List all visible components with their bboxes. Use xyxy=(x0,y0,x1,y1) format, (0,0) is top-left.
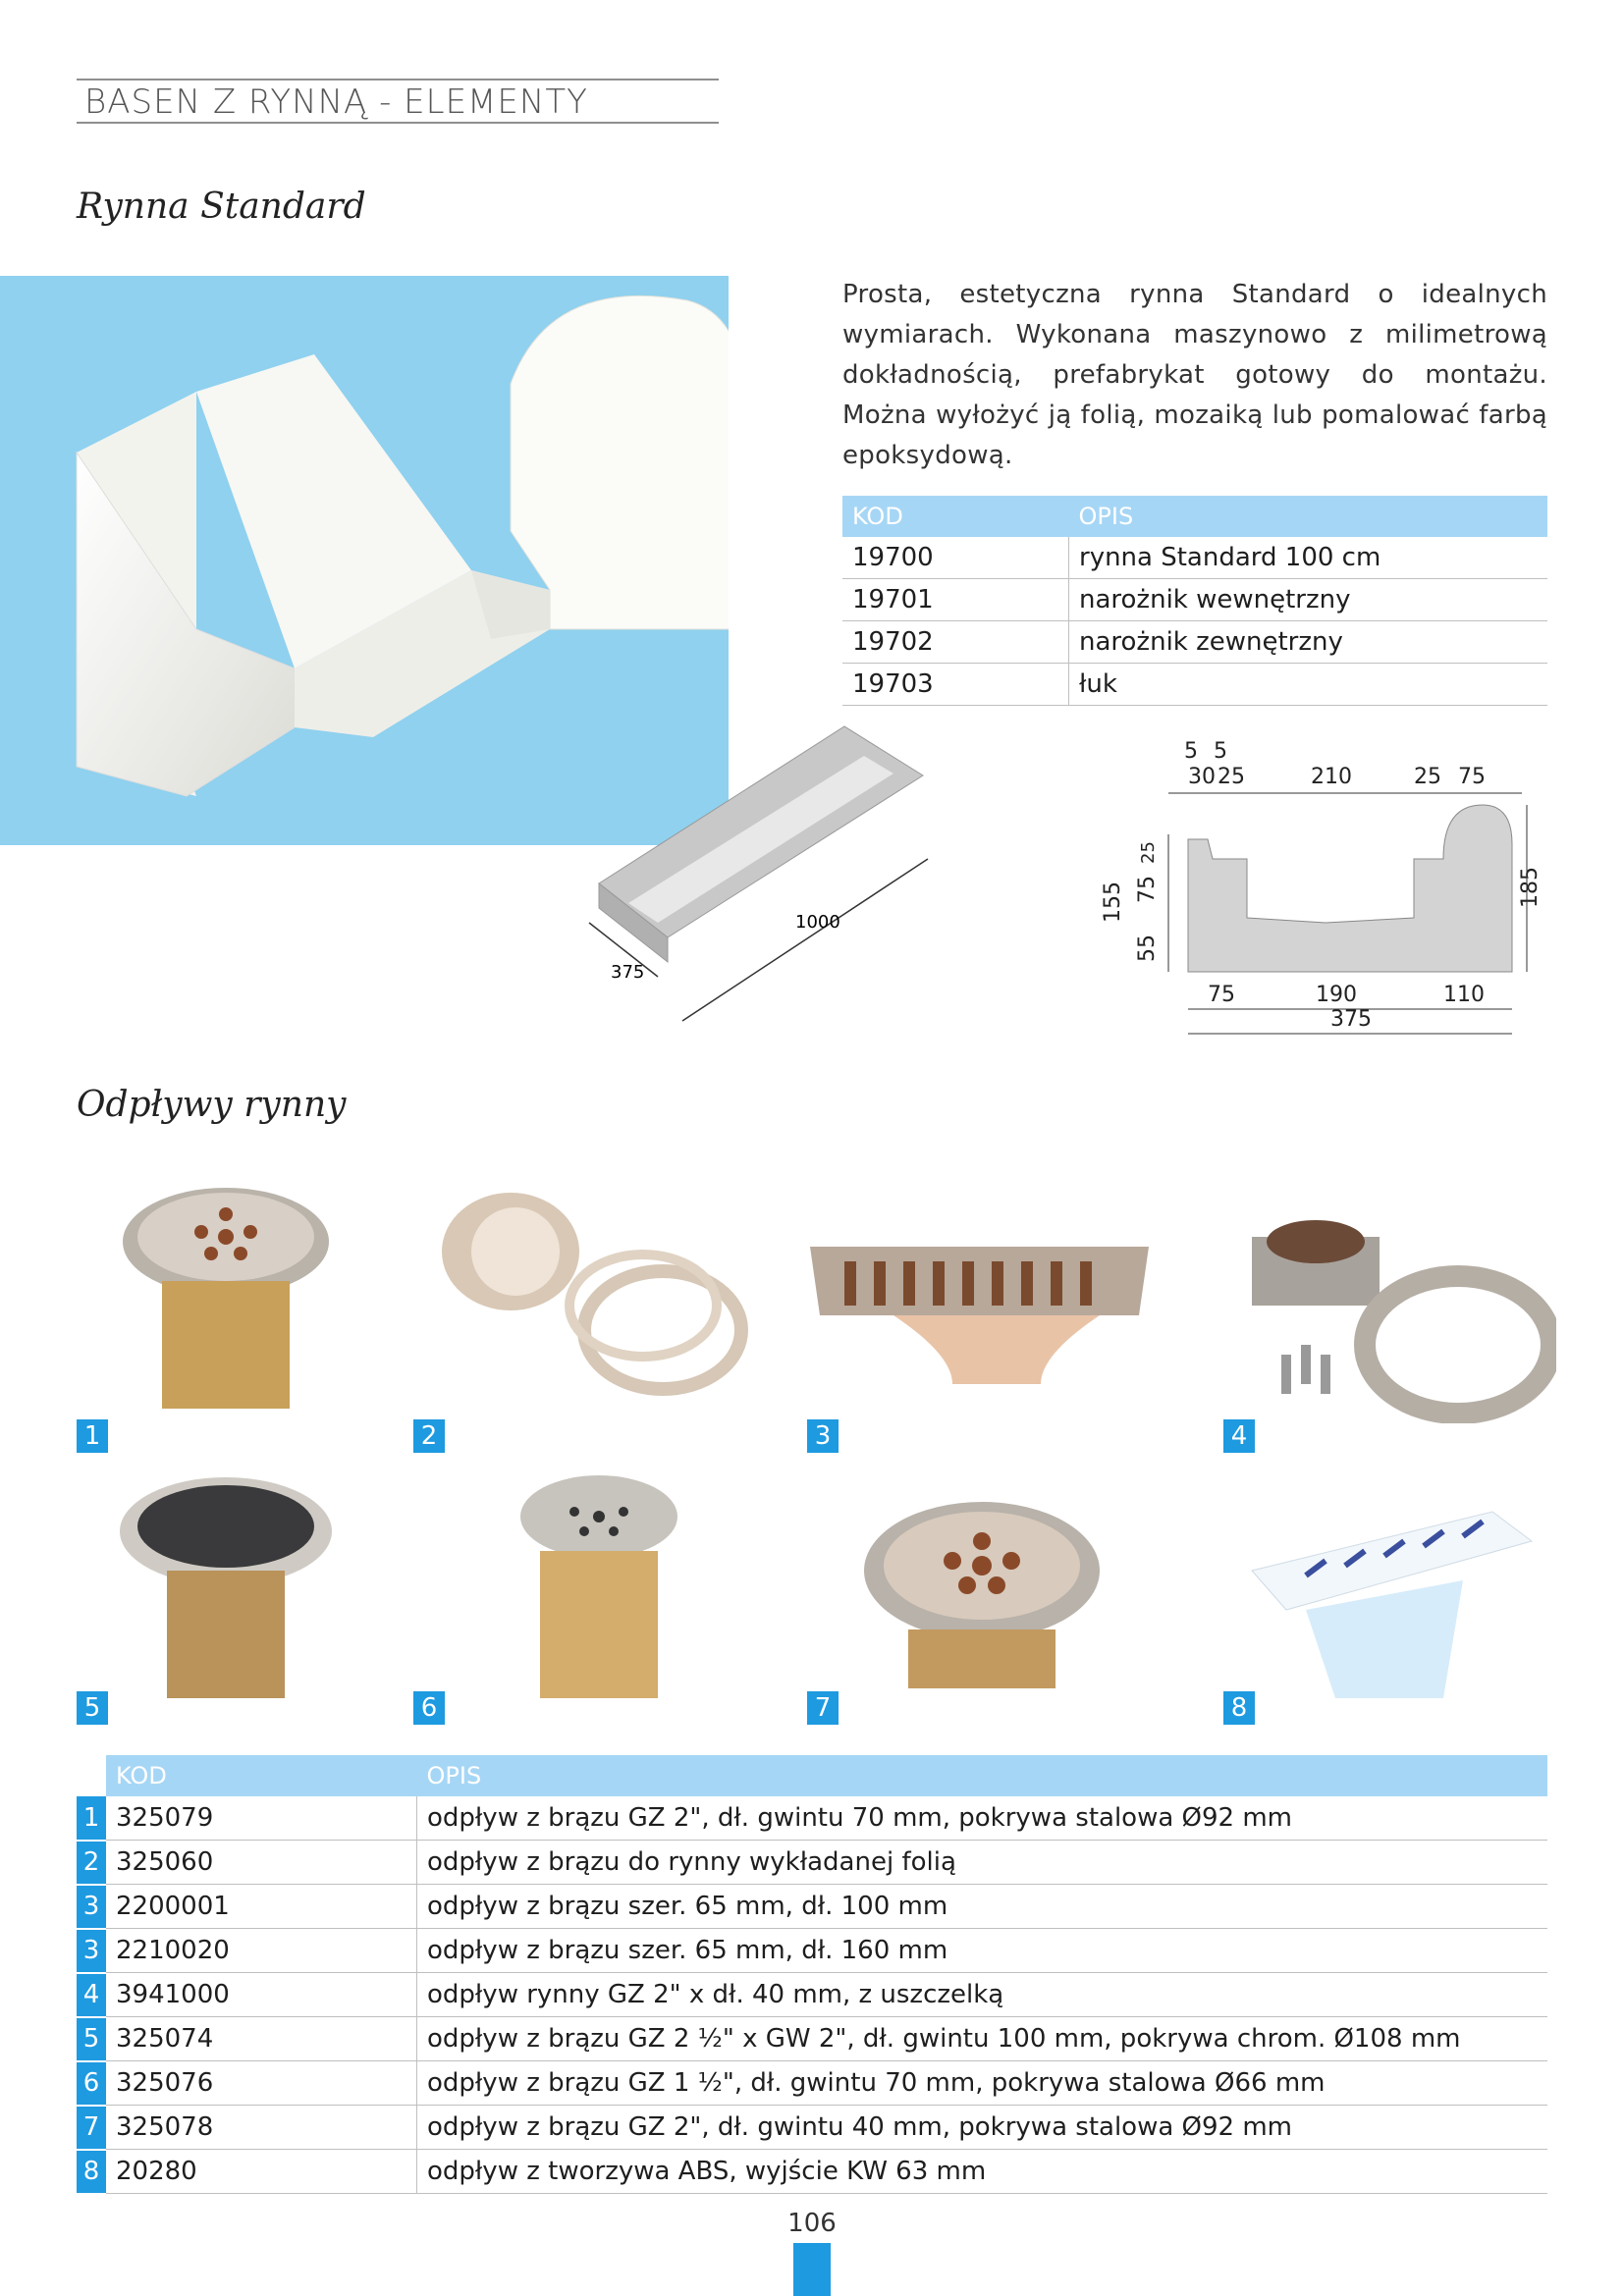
product-image-4 xyxy=(1242,1207,1556,1443)
dim-25a: 25 xyxy=(1218,765,1245,789)
table-row xyxy=(77,1929,1547,1973)
product-image-5 xyxy=(98,1472,353,1708)
cell-desc: rynna Standard 100 cm xyxy=(1069,537,1548,579)
product-number-3: 3 xyxy=(807,1419,839,1453)
dim-75-bottom: 75 xyxy=(1208,983,1235,1007)
product-number-6: 6 xyxy=(413,1691,445,1725)
table-row xyxy=(842,537,1547,579)
dim-375: 375 xyxy=(1330,1007,1372,1032)
row-number: 1 xyxy=(77,1796,106,1841)
dim-25-left: 25 xyxy=(1138,841,1159,864)
product-image-7 xyxy=(854,1492,1110,1728)
cell-code: 325079 xyxy=(106,1796,417,1841)
table-row xyxy=(77,2017,1547,2061)
product-number-5: 5 xyxy=(77,1691,108,1725)
row-number: 7 xyxy=(77,2106,106,2150)
cell-code: 20280 xyxy=(106,2150,417,2194)
dim-75-left: 75 xyxy=(1135,876,1160,903)
dim-110: 110 xyxy=(1443,983,1485,1007)
cell-code: 2210020 xyxy=(106,1929,417,1973)
product-image-8 xyxy=(1247,1502,1542,1737)
section-title-odplywy: Odpływy rynny xyxy=(77,1085,347,1125)
dim-155: 155 xyxy=(1101,881,1125,923)
table-row xyxy=(77,2150,1547,2194)
dim-5b: 5 xyxy=(1214,739,1227,764)
row-number: 2 xyxy=(77,1841,106,1885)
product-number-1: 1 xyxy=(77,1419,108,1453)
gutter-code-table xyxy=(842,496,1547,706)
row-number: 6 xyxy=(77,2061,106,2106)
table-row xyxy=(77,2061,1547,2106)
table-row xyxy=(842,579,1547,621)
dim-25b: 25 xyxy=(1414,765,1441,789)
dim-55-left: 55 xyxy=(1135,934,1160,962)
cell-code: 19701 xyxy=(842,579,1069,621)
table-row xyxy=(77,1841,1547,1885)
cell-desc: narożnik zewnętrzny xyxy=(1069,621,1548,664)
cell-desc: odpływ z tworzywa ABS, wyjście KW 63 mm xyxy=(417,2150,1548,2194)
row-number: 5 xyxy=(77,2017,106,2061)
cell-code: 19700 xyxy=(842,537,1069,579)
cell-desc: narożnik wewnętrzny xyxy=(1069,579,1548,621)
cell-desc: odpływ z brązu GZ 2", dł. gwintu 40 mm, pokrywa stalowa Ø92 mm xyxy=(417,2106,1548,2150)
gutter-isometric-drawing xyxy=(569,717,943,1041)
drain-code-table xyxy=(77,1755,1547,2195)
cell-code: 3941000 xyxy=(106,1973,417,2017)
table-row xyxy=(77,1973,1547,2017)
page-header xyxy=(77,79,719,124)
dim-5a: 5 xyxy=(1184,739,1198,764)
cell-desc: odpływ z brązu szer. 65 mm, dł. 100 mm xyxy=(417,1885,1548,1929)
dim-length: 1000 xyxy=(795,912,840,933)
product-image-6 xyxy=(471,1472,727,1708)
page-number: 106 xyxy=(787,2209,837,2238)
col-header-opis: OPIS xyxy=(1069,496,1548,537)
product-image-2 xyxy=(437,1183,692,1418)
product-number-4: 4 xyxy=(1223,1419,1255,1453)
col-header-opis: OPIS xyxy=(417,1755,1548,1796)
cell-desc: odpływ z brązu GZ 2 ½" x GW 2", dł. gwintu 100 mm, pokrywa chrom. Ø108 mm xyxy=(417,2017,1548,2061)
cell-code: 19702 xyxy=(842,621,1069,664)
cell-desc: odpływ z brązu szer. 65 mm, dł. 160 mm xyxy=(417,1929,1548,1973)
cell-code: 325074 xyxy=(106,2017,417,2061)
table-row xyxy=(77,1885,1547,1929)
dim-30: 30 xyxy=(1188,765,1216,789)
cell-code: 325076 xyxy=(106,2061,417,2106)
cell-desc: odpływ z brązu GZ 1 ½", dł. gwintu 70 mm, pokrywa stalowa Ø66 mm xyxy=(417,2061,1548,2106)
product-image-1 xyxy=(98,1183,353,1418)
dim-185: 185 xyxy=(1518,867,1543,908)
table-row xyxy=(77,1796,1547,1841)
row-number: 3 xyxy=(77,1929,106,1973)
cell-code: 325078 xyxy=(106,2106,417,2150)
col-header-kod: KOD xyxy=(842,496,1069,537)
table-row xyxy=(842,621,1547,664)
product-number-8: 8 xyxy=(1223,1691,1255,1725)
cell-desc: odpływ rynny GZ 2" x dł. 40 mm, z uszczelką xyxy=(417,1973,1548,2017)
dim-75: 75 xyxy=(1458,765,1486,789)
product-image-3 xyxy=(805,1207,1159,1443)
row-number: 3 xyxy=(77,1885,106,1929)
header-title: BASEN Z RYNNĄ - ELEMENTY xyxy=(84,82,588,122)
table-row xyxy=(842,664,1547,706)
page-marker-bar xyxy=(793,2243,831,2296)
cell-desc: odpływ z brązu do rynny wykładanej folią xyxy=(417,1841,1548,1885)
table-row xyxy=(77,2106,1547,2150)
dim-210: 210 xyxy=(1311,765,1352,789)
row-number: 8 xyxy=(77,2150,106,2194)
product-number-2: 2 xyxy=(413,1419,445,1453)
dim-width: 375 xyxy=(611,962,645,983)
col-header-kod: KOD xyxy=(106,1755,417,1796)
product-description: Prosta, estetyczna rynna Standard o idealnych wymiarach. Wykonana maszynowo z milimetrową dokładnością, prefabrykat gotowy do montażu. Można wyłożyć ją folią, mozaiką lub pomalować farbą epoksydową. xyxy=(842,280,1547,470)
row-number: 4 xyxy=(77,1973,106,2017)
cell-code: 2200001 xyxy=(106,1885,417,1929)
dim-190: 190 xyxy=(1316,983,1357,1007)
cell-code: 325060 xyxy=(106,1841,417,1885)
section-title-rynna: Rynna Standard xyxy=(77,187,366,227)
gutter-profile-drawing xyxy=(1090,736,1561,1050)
cell-desc: odpływ z brązu GZ 2", dł. gwintu 70 mm, pokrywa stalowa Ø92 mm xyxy=(417,1796,1548,1841)
product-number-7: 7 xyxy=(807,1691,839,1725)
cell-desc: łuk xyxy=(1069,664,1548,706)
cell-code: 19703 xyxy=(842,664,1069,706)
